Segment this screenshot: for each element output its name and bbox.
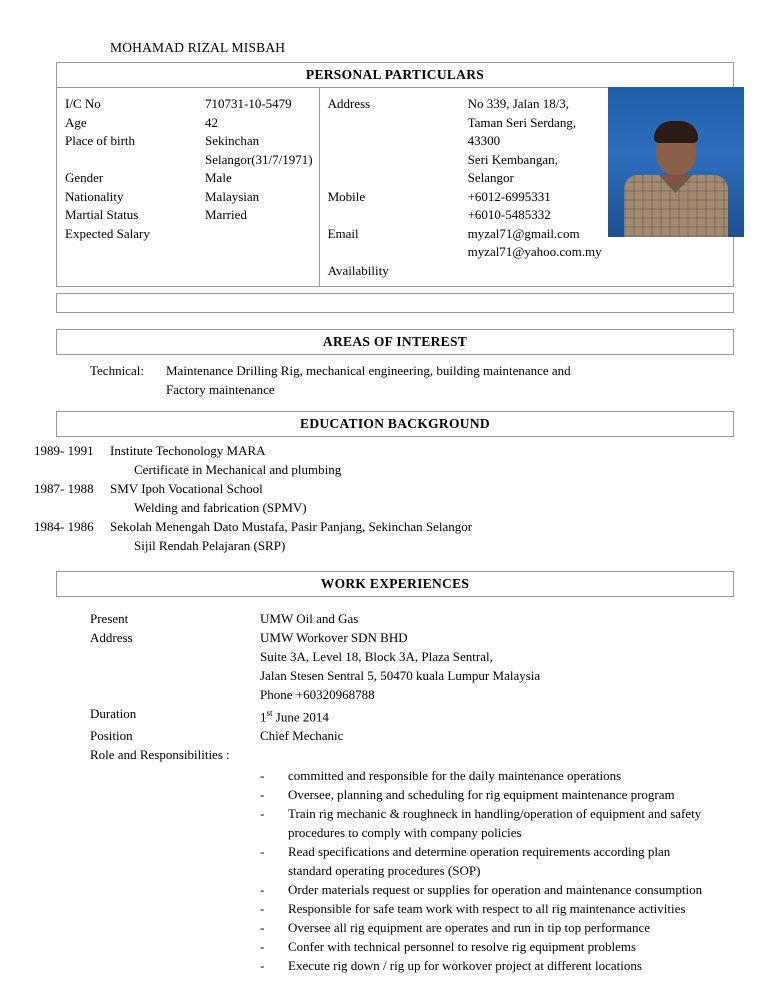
personal-left-column bbox=[57, 88, 320, 286]
table-row bbox=[65, 95, 313, 114]
field-value: Maintenance Drilling Rig, mechanical engineering, building maintenance and bbox=[166, 363, 571, 378]
table-row bbox=[90, 726, 734, 745]
bullet-marker: - bbox=[260, 787, 265, 803]
field-value-continued: Suite 3A, Level 18, Block 3A, Plaza Sentral, bbox=[260, 649, 493, 664]
field-value: Male bbox=[205, 170, 232, 185]
list-item bbox=[260, 918, 734, 937]
table-row bbox=[65, 132, 313, 151]
field-value: Malaysian bbox=[205, 188, 260, 204]
areas-of-interest-body bbox=[34, 355, 734, 399]
personal-particulars-block bbox=[56, 62, 734, 287]
education-detail: Certificate in Mechanical and plumbing bbox=[134, 462, 342, 477]
field-value-continued: Jalan Stesen Sentral 5, 50470 kuala Lumpur Malaysia bbox=[260, 668, 541, 683]
field-value: Seri Kembangan, Selangor bbox=[467, 151, 558, 185]
list-item bbox=[260, 842, 734, 880]
field-label: Availability bbox=[327, 262, 389, 278]
bullet-marker: - bbox=[260, 768, 265, 784]
table-row bbox=[65, 114, 313, 133]
field-value: Married bbox=[205, 207, 247, 222]
field-value: UMW Workover SDN BHD bbox=[260, 630, 408, 645]
field-value bbox=[260, 704, 734, 726]
education-school: SMV Ipoh Vocational School bbox=[110, 481, 263, 496]
field-value: Sekinchan bbox=[205, 133, 260, 148]
field-value: 710731-10-5479 bbox=[205, 96, 292, 111]
field-label bbox=[328, 243, 468, 262]
field-label: Role and Responsibilities : bbox=[90, 747, 230, 763]
bullet-text: committed and responsible for the daily maintenance operations bbox=[288, 768, 622, 784]
table-row bbox=[65, 188, 313, 207]
list-item bbox=[34, 441, 734, 460]
bullet-marker: - bbox=[260, 844, 265, 860]
field-value: UMW Oil and Gas bbox=[260, 611, 359, 626]
table-row bbox=[90, 609, 734, 628]
bullet-marker: - bbox=[260, 882, 265, 898]
personal-contact-fields bbox=[328, 95, 602, 280]
bullet-text: Execute rig down / rig up for workover project at different locations bbox=[288, 958, 642, 974]
table-row bbox=[328, 114, 602, 151]
blank-separator-bar bbox=[56, 293, 734, 313]
table-row bbox=[90, 628, 734, 647]
list-item bbox=[260, 804, 734, 842]
list-item bbox=[260, 937, 734, 956]
section-header-education-background: EDUCATION BACKGROUND bbox=[56, 411, 734, 437]
section-header-personal-particulars: PERSONAL PARTICULARS bbox=[56, 62, 734, 88]
education-years: 1987- 1988 bbox=[34, 481, 94, 496]
table-row bbox=[328, 206, 602, 225]
list-item bbox=[34, 479, 734, 498]
table-row bbox=[65, 206, 313, 225]
education-school: Institute Techonology MARA bbox=[110, 443, 266, 458]
field-value: +6010-5485332 bbox=[467, 207, 551, 222]
work-experiences-body bbox=[34, 597, 734, 975]
duration-ordinal-suffix: st bbox=[266, 708, 273, 718]
bullet-text: Train rig mechanic & roughneck in handling/operation of equipment and safety procedures to comply with company policies bbox=[288, 806, 702, 841]
responsibilities-list bbox=[90, 764, 734, 975]
table-row bbox=[90, 745, 734, 764]
table-row bbox=[328, 188, 602, 207]
field-label: Place of birth bbox=[65, 133, 136, 148]
table-row bbox=[90, 361, 734, 380]
field-label: Duration bbox=[90, 706, 137, 721]
field-label: Position bbox=[90, 728, 133, 744]
bullet-text: Oversee, planning and scheduling for rig equipment maintenance program bbox=[288, 787, 675, 803]
education-years: 1989- 1991 bbox=[34, 443, 94, 458]
field-value: Chief Mechanic bbox=[260, 728, 344, 744]
field-label bbox=[65, 151, 205, 170]
education-school: Sekolah Menengah Dato Mustafa, Pasir Panjang, Sekinchan Selangor bbox=[110, 519, 473, 534]
education-years: 1984- 1986 bbox=[34, 519, 94, 534]
education-detail: Welding and fabrication (SPMV) bbox=[134, 500, 307, 515]
field-value-continued: Factory maintenance bbox=[166, 382, 275, 397]
field-value: Taman Seri Serdang, 43300 bbox=[467, 114, 577, 148]
field-value: Selangor(31/7/1971) bbox=[205, 151, 313, 167]
section-header-work-experiences: WORK EXPERIENCES bbox=[56, 571, 734, 597]
field-value bbox=[468, 262, 602, 281]
table-row bbox=[328, 151, 602, 188]
table-row bbox=[65, 151, 313, 170]
table-row bbox=[328, 95, 602, 114]
field-label: Expected Salary bbox=[65, 225, 150, 241]
field-label: Nationality bbox=[65, 188, 124, 204]
field-label: Address bbox=[90, 630, 133, 645]
field-value: +6012-6995331 bbox=[467, 188, 551, 204]
field-value: myzal71@gmail.com bbox=[467, 225, 580, 241]
list-item bbox=[260, 899, 734, 918]
field-value: 42 bbox=[205, 114, 218, 130]
field-label bbox=[328, 206, 468, 225]
table-row bbox=[65, 169, 313, 188]
bullet-text: Confer with technical personnel to resolve rig equipment problems bbox=[288, 939, 637, 955]
education-body bbox=[34, 437, 734, 555]
education-detail: Sijil Rendah Pelajaran (SRP) bbox=[134, 538, 286, 553]
table-row bbox=[328, 262, 602, 281]
bullet-text: Read specifications and determine operation requirements according plan standard operating procedures (SOP) bbox=[288, 844, 671, 879]
field-value: myzal71@yahoo.com.my bbox=[467, 244, 602, 259]
photo-hair bbox=[654, 121, 698, 143]
section-header-areas-of-interest: AREAS OF INTEREST bbox=[56, 329, 734, 355]
list-item bbox=[260, 956, 734, 975]
field-label bbox=[328, 114, 468, 151]
field-label: Address bbox=[327, 96, 371, 111]
bullet-marker: - bbox=[260, 806, 265, 822]
bullet-marker: - bbox=[260, 920, 265, 936]
table-row bbox=[65, 225, 313, 244]
field-label bbox=[328, 151, 468, 188]
bullet-text: Responsible for safe team work with respect to all rig maintenance activities bbox=[288, 901, 686, 917]
field-label: Email bbox=[327, 225, 359, 241]
field-label: Technical: bbox=[90, 363, 144, 378]
field-label: Mobile bbox=[327, 188, 366, 204]
bullet-marker: - bbox=[260, 939, 265, 955]
duration-month-year: June 2014 bbox=[272, 709, 329, 725]
bullet-text: Order materials request or supplies for operation and maintenance consumption bbox=[288, 882, 703, 898]
bullet-text: Oversee all rig equipment are operates and run in tip top performance bbox=[288, 920, 651, 936]
list-item bbox=[34, 517, 734, 536]
candidate-name: MOHAMAD RIZAL MISBAH bbox=[110, 40, 286, 55]
field-label: Gender bbox=[65, 170, 104, 185]
table-row bbox=[90, 704, 734, 726]
field-value bbox=[205, 225, 313, 244]
field-label: Present bbox=[90, 611, 129, 626]
list-item bbox=[260, 880, 734, 899]
list-item bbox=[260, 785, 734, 804]
table-row bbox=[328, 225, 602, 244]
field-label: Martial Status bbox=[65, 207, 139, 222]
field-value-continued: Phone +60320968788 bbox=[260, 687, 375, 702]
bullet-marker: - bbox=[260, 901, 265, 917]
table-row bbox=[328, 243, 602, 262]
personal-particulars-body bbox=[56, 88, 734, 287]
personal-right-column bbox=[320, 88, 743, 286]
candidate-photo bbox=[608, 87, 744, 237]
field-label: Age bbox=[65, 114, 87, 130]
list-item bbox=[260, 766, 734, 785]
bullet-marker: - bbox=[260, 958, 265, 974]
duration-number: 1 bbox=[260, 709, 267, 725]
field-label: I/C No bbox=[65, 96, 101, 111]
field-value: No 339, Jalan 18/3, bbox=[467, 96, 570, 111]
